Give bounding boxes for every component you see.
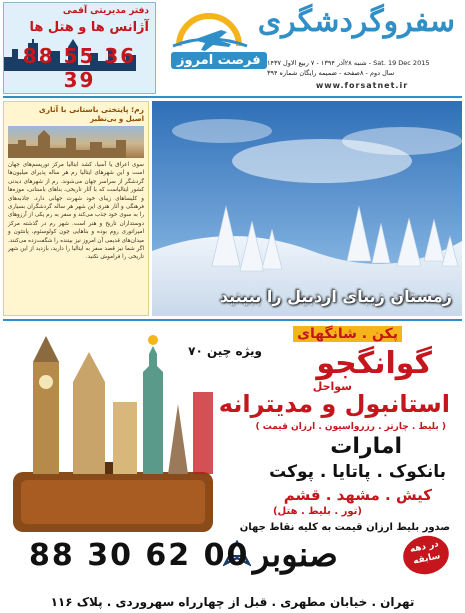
top-ad-banner (3, 2, 156, 94)
ad-iran: کیش . مشهد . قشم (283, 486, 432, 504)
ad-special: ویژه چین ۷۰ (188, 344, 262, 358)
ad-tickets: صدور بلیط ارزان قیمت به کلیه نقاط جهان (239, 522, 450, 533)
rome-thumbnail-image (8, 126, 144, 158)
top-ad-line1: دفتر مدیریتی آقمی (62, 6, 149, 16)
ad-asia: بانکوک . پاتایا . پوکت (269, 462, 446, 482)
site-url-link[interactable]: www.forsatnet.ir (315, 81, 409, 90)
ad-address: تهران . خیابان مطهری . قبل از چهارراه سهروردی . پلاک ۱۱۶ (50, 595, 415, 609)
issue-date: شنبه ۲۸آذر ۱۳۹۴ - ۷ ربیع الاول ۱۴۳۷ - Sat. 19 Dec 2015 (267, 59, 430, 67)
top-ad-phone: 88 55 36 39 (22, 44, 137, 92)
issue-number: سال دوم - ۸صفحه - ضمیمه رایگان شماره ۳۹۴ (267, 69, 395, 77)
ad-phone-number: 88 30 62 00 (29, 538, 250, 573)
divider (3, 319, 462, 321)
divider (3, 96, 462, 98)
ad-brand-name: صنوبر (253, 535, 338, 575)
ad-coast: سواحل (312, 380, 352, 393)
masthead-title: سفروگردشگری (257, 4, 455, 39)
hero-caption: زمستان زیبای اردبیل را ببینید (219, 287, 452, 306)
travel-agency-advertisement (3, 322, 462, 612)
ad-istanbul: استانبول و مدیترانه (218, 390, 450, 418)
article-headline: رم؛ پایتختی باستانی با آثاری (38, 105, 144, 114)
hero-winter-image (152, 101, 462, 316)
ad-iran-note: (تور . بلیط . هتل) (272, 506, 362, 517)
article-subheadline: اصیل و بی‌نظیر (90, 115, 144, 123)
article-rome (3, 101, 149, 316)
experience-badge: در دهه سابقه (400, 532, 453, 579)
article-body: سوی اعراق یا آسیا، کشد ایتالیا مرکز توریسم‌های جهان است و این شهرهای ایتالیا رم هر ساله پذیرای میلیون‌ها گردشگر از سراسر جهان می‌شوند. رم از شهرهای دیدنی کشور ایتالیاست که با آثار تاریخی، بناهای باستانی، موزه‌ها و کلیساهای زیبای خود شهرت جهانی دارد. جاذبه‌های فرهنگی و آثار هنری این شهر هر ساله گردشگران بسیاری را به سوی خود جذب می‌کند و سفر به رم یکی از آرزوهای دوستداران تاریخ و هنر است. شهر رم در گذشته مرکز امپراتوری روم بوده و بناهایی چون کولوسئوم، پانتئون و میدان‌های قدیمی آن امروز نیز بیننده را شگفت‌زده می‌کنند. اگر شما نیز قصد سفر به ایتالیا را دارید، بازدید از این شهر تاریخی را فراموش نکنید. (7, 162, 144, 261)
ad-emirates: امارات (330, 434, 402, 459)
masthead (163, 2, 463, 94)
ad-headline: پکن . شانگهای (293, 326, 402, 342)
ad-istanbul-note: ( بلیط . چارتر . رزرواسیون . ارزان قیمت ) (255, 422, 446, 432)
ad-destination: گوانگجو (316, 346, 432, 381)
top-ad-line2: آژانس ها و هتل ها (29, 20, 149, 35)
masthead-subtitle: فرصت امروز (171, 52, 267, 69)
